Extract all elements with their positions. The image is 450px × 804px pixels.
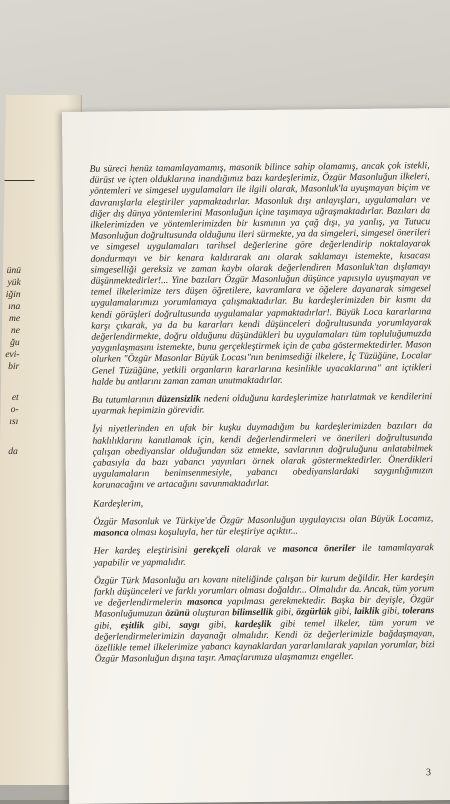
text-run: Her kardeş eleştirisini bbox=[93, 544, 194, 557]
page-rule bbox=[5, 180, 35, 181]
bold-term: gerekçeli bbox=[193, 544, 230, 556]
previous-page-fragment: et bbox=[11, 393, 19, 403]
bold-term: özgürlük bbox=[296, 606, 332, 618]
bold-term: tolerans bbox=[402, 605, 435, 617]
paragraph bbox=[94, 542, 434, 568]
text-run: olması koşuluyla, her tür eleştiriye açıktır... bbox=[128, 525, 299, 539]
previous-page-fragment: ısı bbox=[9, 417, 19, 427]
previous-page-fragment: ne bbox=[10, 326, 20, 336]
text-run: gibi, bbox=[331, 606, 355, 618]
text-run: İyi niyetlerinden en ufak bir kuşku duymadığım bu kardeşlerimizden bazıları da haklılıklarını kanıtlamak için, kendi değerlendirmeleri ve önerileri doğrultusunda çalışan obediyanslar olduğundan söz etmekte, savlarının doğruluğunu anlatabilmek çabasıyla da bazı yabancı yayınları örnek olarak göstermektedirler. Önerdikleri uygulamaların benimsenmesiyle, yabancı obediyanslardaki saygınlığımızın korunacağını ve artacağını savunmaktadırlar. bbox=[92, 420, 433, 492]
text-run: Bu tutumlarının bbox=[91, 394, 157, 406]
paragraph bbox=[93, 513, 433, 539]
paragraph bbox=[90, 160, 432, 388]
previous-page-fragment: bir bbox=[8, 362, 20, 372]
bold-term: özünü bbox=[165, 608, 190, 620]
text-run: ile tamamlayarak yapabilir ve yapmalıdır. bbox=[93, 542, 434, 569]
previous-page-fragment: ına bbox=[8, 302, 21, 312]
text-run: gibi, bbox=[273, 606, 297, 619]
bold-term: masonca bbox=[93, 527, 129, 539]
previous-page-fragment: da bbox=[8, 447, 18, 457]
page-number: 3 bbox=[425, 767, 431, 779]
body-text bbox=[90, 160, 435, 672]
text-run: gibi temel ilkeler, tüm yorum ve değerlendirmelerimizin dayanağı olmalıdır. Kendi öz değerlerimizle bağdaşmayan, özellikle temel ilkelerimize yabancı kaynaklardan yararlanılarak yapılan yorumlar, bizi Özgür Masonluğun dışına taşır. Amaçlarımıza ulaşmamızı engeller. bbox=[94, 616, 435, 665]
book-page bbox=[62, 108, 450, 804]
text-run: gibi, bbox=[94, 619, 121, 632]
text-run: gibi, bbox=[144, 619, 180, 631]
text-run: Özgür Masonluk ve Türkiye'de Özgür Masonluğun uygulayıcısı olan Büyük Locamız, bbox=[93, 513, 434, 528]
paragraph bbox=[92, 391, 432, 417]
previous-page-fragment: me bbox=[8, 314, 21, 324]
paragraph bbox=[94, 572, 435, 665]
text-run: olarak ve bbox=[229, 544, 283, 556]
bold-term: masonca öneriler bbox=[282, 543, 356, 556]
bold-term: masonca bbox=[187, 596, 223, 608]
previous-page-fragment: ğu bbox=[10, 338, 20, 348]
text-run: gibi, bbox=[379, 605, 403, 618]
previous-page-fragment: o- bbox=[10, 405, 19, 415]
bold-term: bilimsellik bbox=[232, 607, 274, 619]
text-run: oluşturan bbox=[189, 607, 233, 620]
bold-term: laiklik bbox=[354, 606, 380, 618]
previous-page-fragment: ünü bbox=[6, 266, 22, 276]
text-run: Kardeşlerim, bbox=[93, 497, 144, 510]
paragraph bbox=[93, 495, 433, 510]
bold-term: saygı bbox=[179, 619, 200, 631]
text-run: yapılması gerekmektedir. Başka bir deyişle, Özgür Masonluğumuzun bbox=[94, 594, 435, 621]
text-run: gibi, bbox=[199, 618, 236, 631]
text-run: Bu süreci henüz tamamlayamamış, masonik bilince sahip olamamış, ancak çok istekli, dürüst ve içten olduklarına inandığımız bazı kardeşlerimiz, Özgür Masonluğun ilkeleri, yöntemleri ve simgesel uygulamaları ile ilgili olarak, Masonluk'la uyuşmayan biçim ve davranışlarla eleştiriler yapmaktadırlar. Masonluk dışı anlayışları, uygulamaları ve diğer dış dünya yöntemlerini Masonluğun içine taşımaya uğraşmaktadırlar. Bazıları da ilkelerimizden ve yöntemlerimizden bir kısmının ya çağ dışı, ya yanlış, ya Tutucu Masonluğun doğrultusunda olduğunu ileri sürmekte, ya da simgeleri, simgesel önerileri ve simgesel uygulamaları tarihsel değerlerine göre değerlendirip noktalayarak dondurmayı ve bir kenara kaldırarak anı olarak saklamayı istemekte, kısacası simgeselliği gereksiz ve zaman kaybı olarak değerlendiren Masonluk'tan dışlamayı düşünmektedirler!... Yine bazıları Özgür Masonluğun düşünce yapısıyla uyuşmayan ve temel ilkelerimize ters düşen öğretilere, kavramlara ve öğelere dayanarak simgesel uygulamalarımızı yorumlamaya çalışmaktadırlar. Bu kardeşlerimizden bir kısmı da kendi görüşleri doğrultusunda uygulamalar yapmaktadırlar!. Büyük Loca kararlarına karşı çıkarak, ya da bu kararları kendi düşünceleri doğrultusunda yorumlayarak değerlendirmekte, doğru olduğunu düşündükleri bu uygulamaları tüm topluluğumuzda yaygınlaşmasını istemekte, bunu gerçekleştirmek için de çaba göstermektedirler. Mason olurken "Özgür Masonlar Büyük Locası"nın benimsediği ilkelere, İç Tüzüğüne, Localar Genel Tüzüğüne, yetkili organların kararlarına kesinlikle uyacaklarına" ant içtikleri halde bu antlarını zaman zaman unutmaktadırlar. bbox=[89, 160, 432, 388]
previous-page-fragment: evi- bbox=[5, 350, 20, 360]
text-run: nedeni olduğunu kardeşlerimize hatırlatmak ve kendilerini uyarmak hepimizin görevidir. bbox=[92, 391, 433, 417]
paragraph bbox=[92, 421, 433, 492]
previous-page-fragment: iğin bbox=[5, 290, 21, 300]
bold-term: kardeşlik bbox=[235, 618, 272, 630]
bold-term: düzensizlik bbox=[156, 393, 201, 406]
bold-term: eşitlik bbox=[120, 619, 145, 631]
previous-page-fragment: yük bbox=[7, 278, 21, 288]
text-run: Özgür Türk Masonluğu arı kovanı niteliğinde çalışan bir kurum değildir. Her kardeşin farklı düşünceleri ve farklı yorumları olması doğaldır... Olmalıdır da. Ancak, tüm yorum ve değerlendirmelerin bbox=[93, 571, 435, 609]
